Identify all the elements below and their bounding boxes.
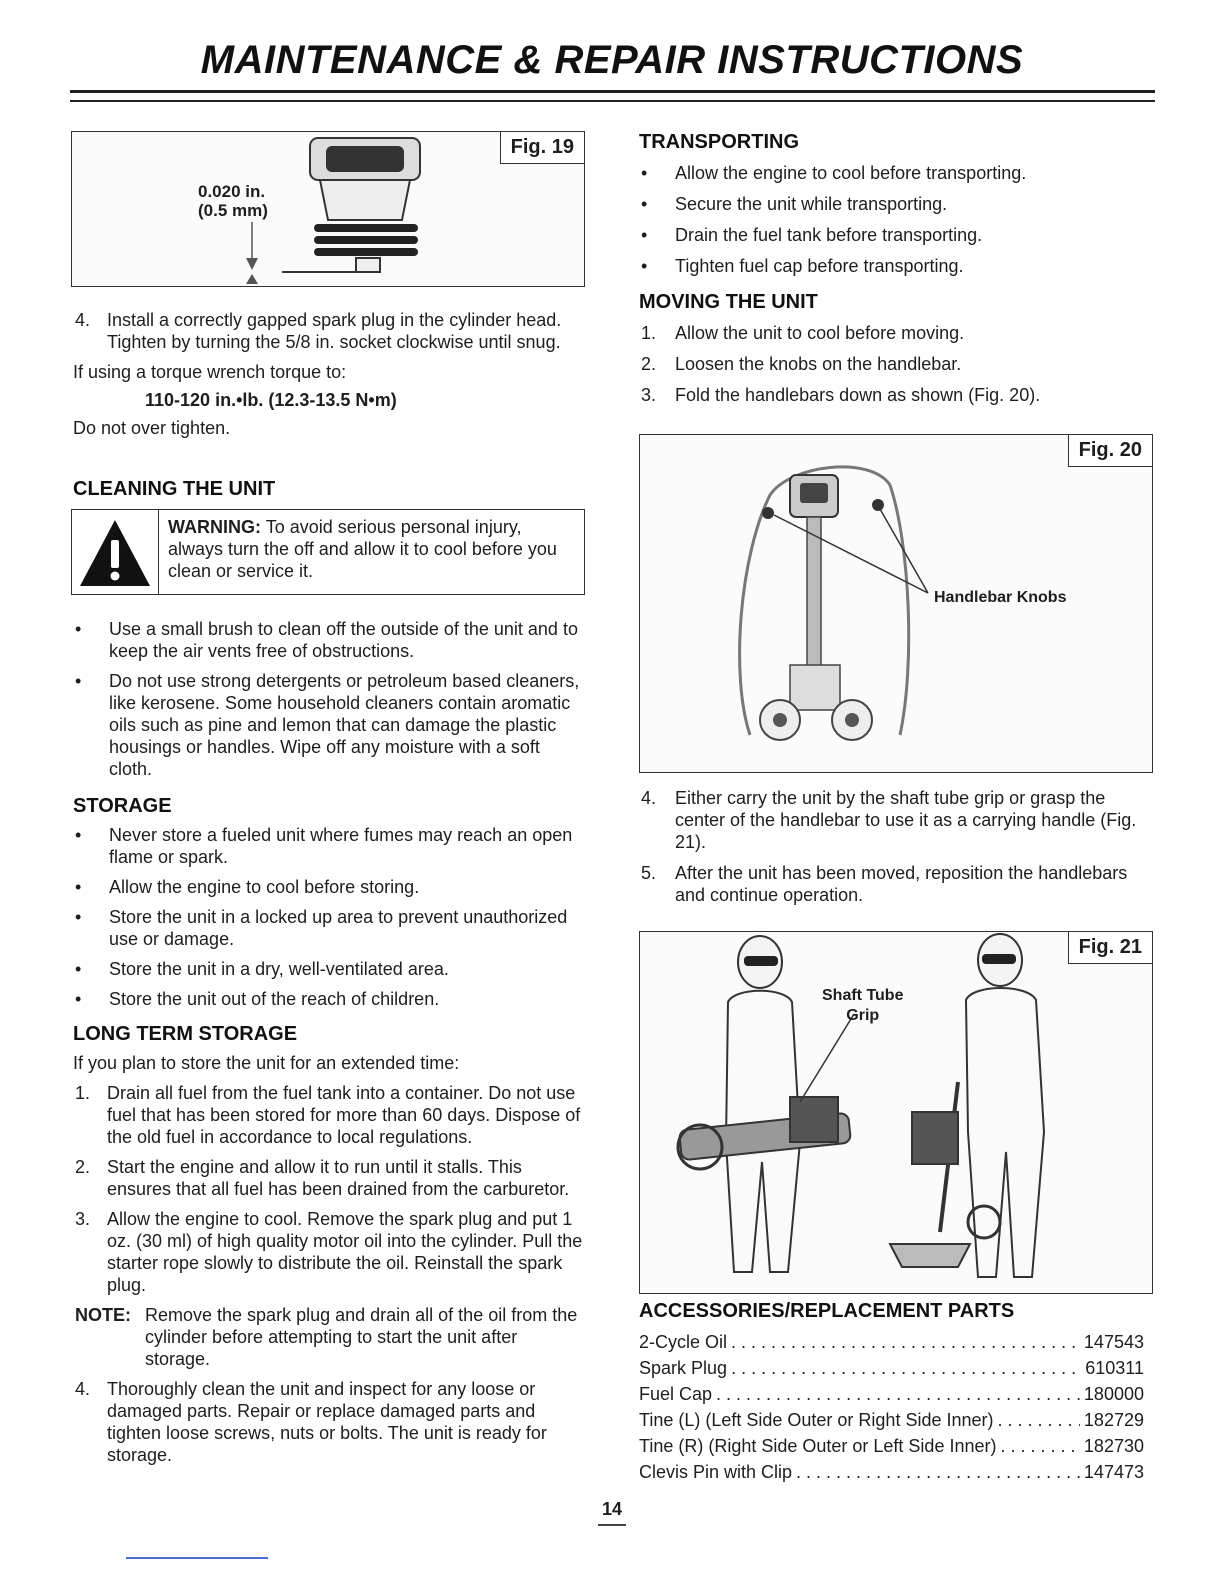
step-text: Install a correctly gapped spark plug in the cylinder head. Tighten by turning the 5/8 in. socket clockwise until snug.	[107, 310, 562, 352]
cleaning-heading: CLEANING THE UNIT	[73, 478, 276, 500]
cleaning-section	[73, 478, 585, 501]
no-over-tighten: Do not over tighten.	[73, 418, 231, 438]
warning-icon-cell	[72, 510, 159, 594]
warning-label: WARNING:	[168, 517, 261, 537]
long-term-heading: LONG TERM STORAGE	[73, 1023, 298, 1045]
figure-20	[639, 434, 1153, 773]
list-item: • Secure the unit while transporting.	[641, 194, 948, 214]
list-item: • Allow the engine to cool before storing.	[75, 877, 420, 897]
figure-label: Fig. 20	[1068, 434, 1153, 467]
page-number: 14	[601, 1499, 623, 1519]
list-item: • Allow the engine to cool before transporting.	[641, 163, 1027, 183]
list-item: • Tighten fuel cap before transporting.	[641, 256, 964, 276]
warning-box	[71, 509, 585, 595]
parts-row: Tine (L) (Left Side Outer or Right Side Inner) . . . 182729	[639, 1407, 1144, 1433]
page-number-rule	[598, 1524, 626, 1526]
callout-line-2: Grip	[846, 1007, 880, 1024]
list-item: • Store the unit out of the reach of children.	[75, 989, 440, 1009]
callout-line-1: Shaft Tube	[822, 987, 904, 1004]
list-item: 4. Thoroughly clean the unit and inspect for any loose or damaged parts. Repair or replace damaged parts and tighten loose screws, nuts or bolts. The unit is ready for storage.	[75, 1379, 547, 1465]
spark-plug-section	[73, 309, 585, 439]
cleaning-bullets	[73, 618, 583, 780]
gap-inches: 0.020 in.	[198, 182, 266, 201]
list-item: 2. Start the engine and allow it to run until it stalls. This ensures that all fuel has been drained from the carburetor.	[75, 1157, 570, 1199]
shaft-tube-grip-callout	[822, 986, 903, 1026]
parts-heading: ACCESSORIES/REPLACEMENT PARTS	[639, 1300, 1015, 1322]
list-item: • Never store a fueled unit where fumes may reach an open flame or spark.	[75, 825, 573, 867]
parts-row: Clevis Pin with Clip . . . 147473	[639, 1459, 1144, 1485]
list-item: • Store the unit in a locked up area to prevent unauthorized use or damage.	[75, 907, 568, 949]
list-item: • Use a small brush to clean off the outside of the unit and to keep the air vents free of obstructions.	[75, 619, 578, 661]
list-item: 3. Fold the handlebars down as shown (Fig. 20).	[641, 385, 1041, 405]
page-title: MAINTENANCE & REPAIR INSTRUCTIONS	[200, 38, 1024, 82]
parts-row: Tine (R) (Right Side Outer or Left Side Inner) . . . 182730	[639, 1433, 1144, 1459]
list-item: • Store the unit in a dry, well-ventilated area.	[75, 959, 449, 979]
warning-triangle-icon	[72, 510, 158, 594]
list-item: 1. Drain all fuel from the fuel tank into a container. Do not use fuel that has been stored for more than 60 days. Dispose of the old fuel in accordance to local regulations.	[75, 1083, 581, 1147]
note-label: NOTE:	[75, 1305, 131, 1325]
list-item: • Do not use strong detergents or petroleum based cleaners, like kerosene. Some household cleaners contain aromatic oils such as pine and lemon that can damage the plastic housings or handles. Wipe off any moisture with a soft cloth.	[75, 671, 580, 779]
parts-section	[639, 1300, 1144, 1485]
list-item: 4. Either carry the unit by the shaft tube grip or grasp the center of the handlebar to use it as a carrying handle (Fig. 21).	[641, 788, 1137, 852]
folded-handlebar-illustration	[640, 435, 1152, 772]
note	[73, 1304, 585, 1370]
list-item: 3. Allow the engine to cool. Remove the spark plug and put 1 oz. (30 ml) of high quality motor oil into the cylinder. Pull the starter rope slowly to distribute the oil. Reinstall the spark plug.	[75, 1209, 583, 1295]
storage-heading: STORAGE	[73, 795, 172, 817]
warning-text-block	[168, 516, 574, 582]
long-term-intro: If you plan to store the unit for an extended time:	[73, 1053, 460, 1073]
long-term-storage-section	[73, 1023, 585, 1466]
parts-row: Fuel Cap . . . 180000	[639, 1381, 1144, 1407]
note-text: Remove the spark plug and drain all of the oil from the cylinder before attempting to start the unit after storage.	[145, 1305, 578, 1369]
torque-intro: If using a torque wrench torque to:	[73, 362, 347, 382]
figure-label: Fig. 21	[1068, 931, 1153, 964]
warning-text: To avoid serious personal injury, always turn the off and allow it to cool before you clean or service it.	[168, 517, 557, 581]
figure-21	[639, 931, 1153, 1294]
transporting-heading: TRANSPORTING	[639, 131, 799, 153]
footer-link-underline[interactable]	[126, 1557, 268, 1559]
figure-label: Fig. 19	[500, 131, 585, 164]
figure-19	[71, 131, 585, 287]
step-number: 4.	[75, 310, 91, 330]
gap-millimeters: (0.5 mm)	[198, 201, 268, 220]
list-item: 2. Loosen the knobs on the handlebar.	[641, 354, 962, 374]
moving-steps-continued	[639, 787, 1154, 906]
list-item: 5. After the unit has been moved, reposition the handlebars and continue operation.	[641, 863, 1128, 905]
spark-plug-illustration	[222, 132, 502, 286]
title-rule-top	[70, 90, 1155, 93]
transporting-section	[639, 131, 1154, 406]
handlebar-knobs-callout: Handlebar Knobs	[934, 589, 1067, 606]
list-item: • Drain the fuel tank before transporting.	[641, 225, 983, 245]
parts-row: 2-Cycle Oil . . . 147543	[639, 1329, 1144, 1355]
torque-value: 110-120 in.•lb. (12.3-13.5 N•m)	[145, 390, 397, 410]
title-rule-bottom	[70, 100, 1155, 102]
storage-section	[73, 795, 583, 1010]
parts-row: Spark Plug . . . 610311	[639, 1355, 1144, 1381]
list-item: 1. Allow the unit to cool before moving.	[641, 323, 965, 343]
step-4	[73, 309, 585, 353]
moving-heading: MOVING THE UNIT	[639, 291, 818, 313]
